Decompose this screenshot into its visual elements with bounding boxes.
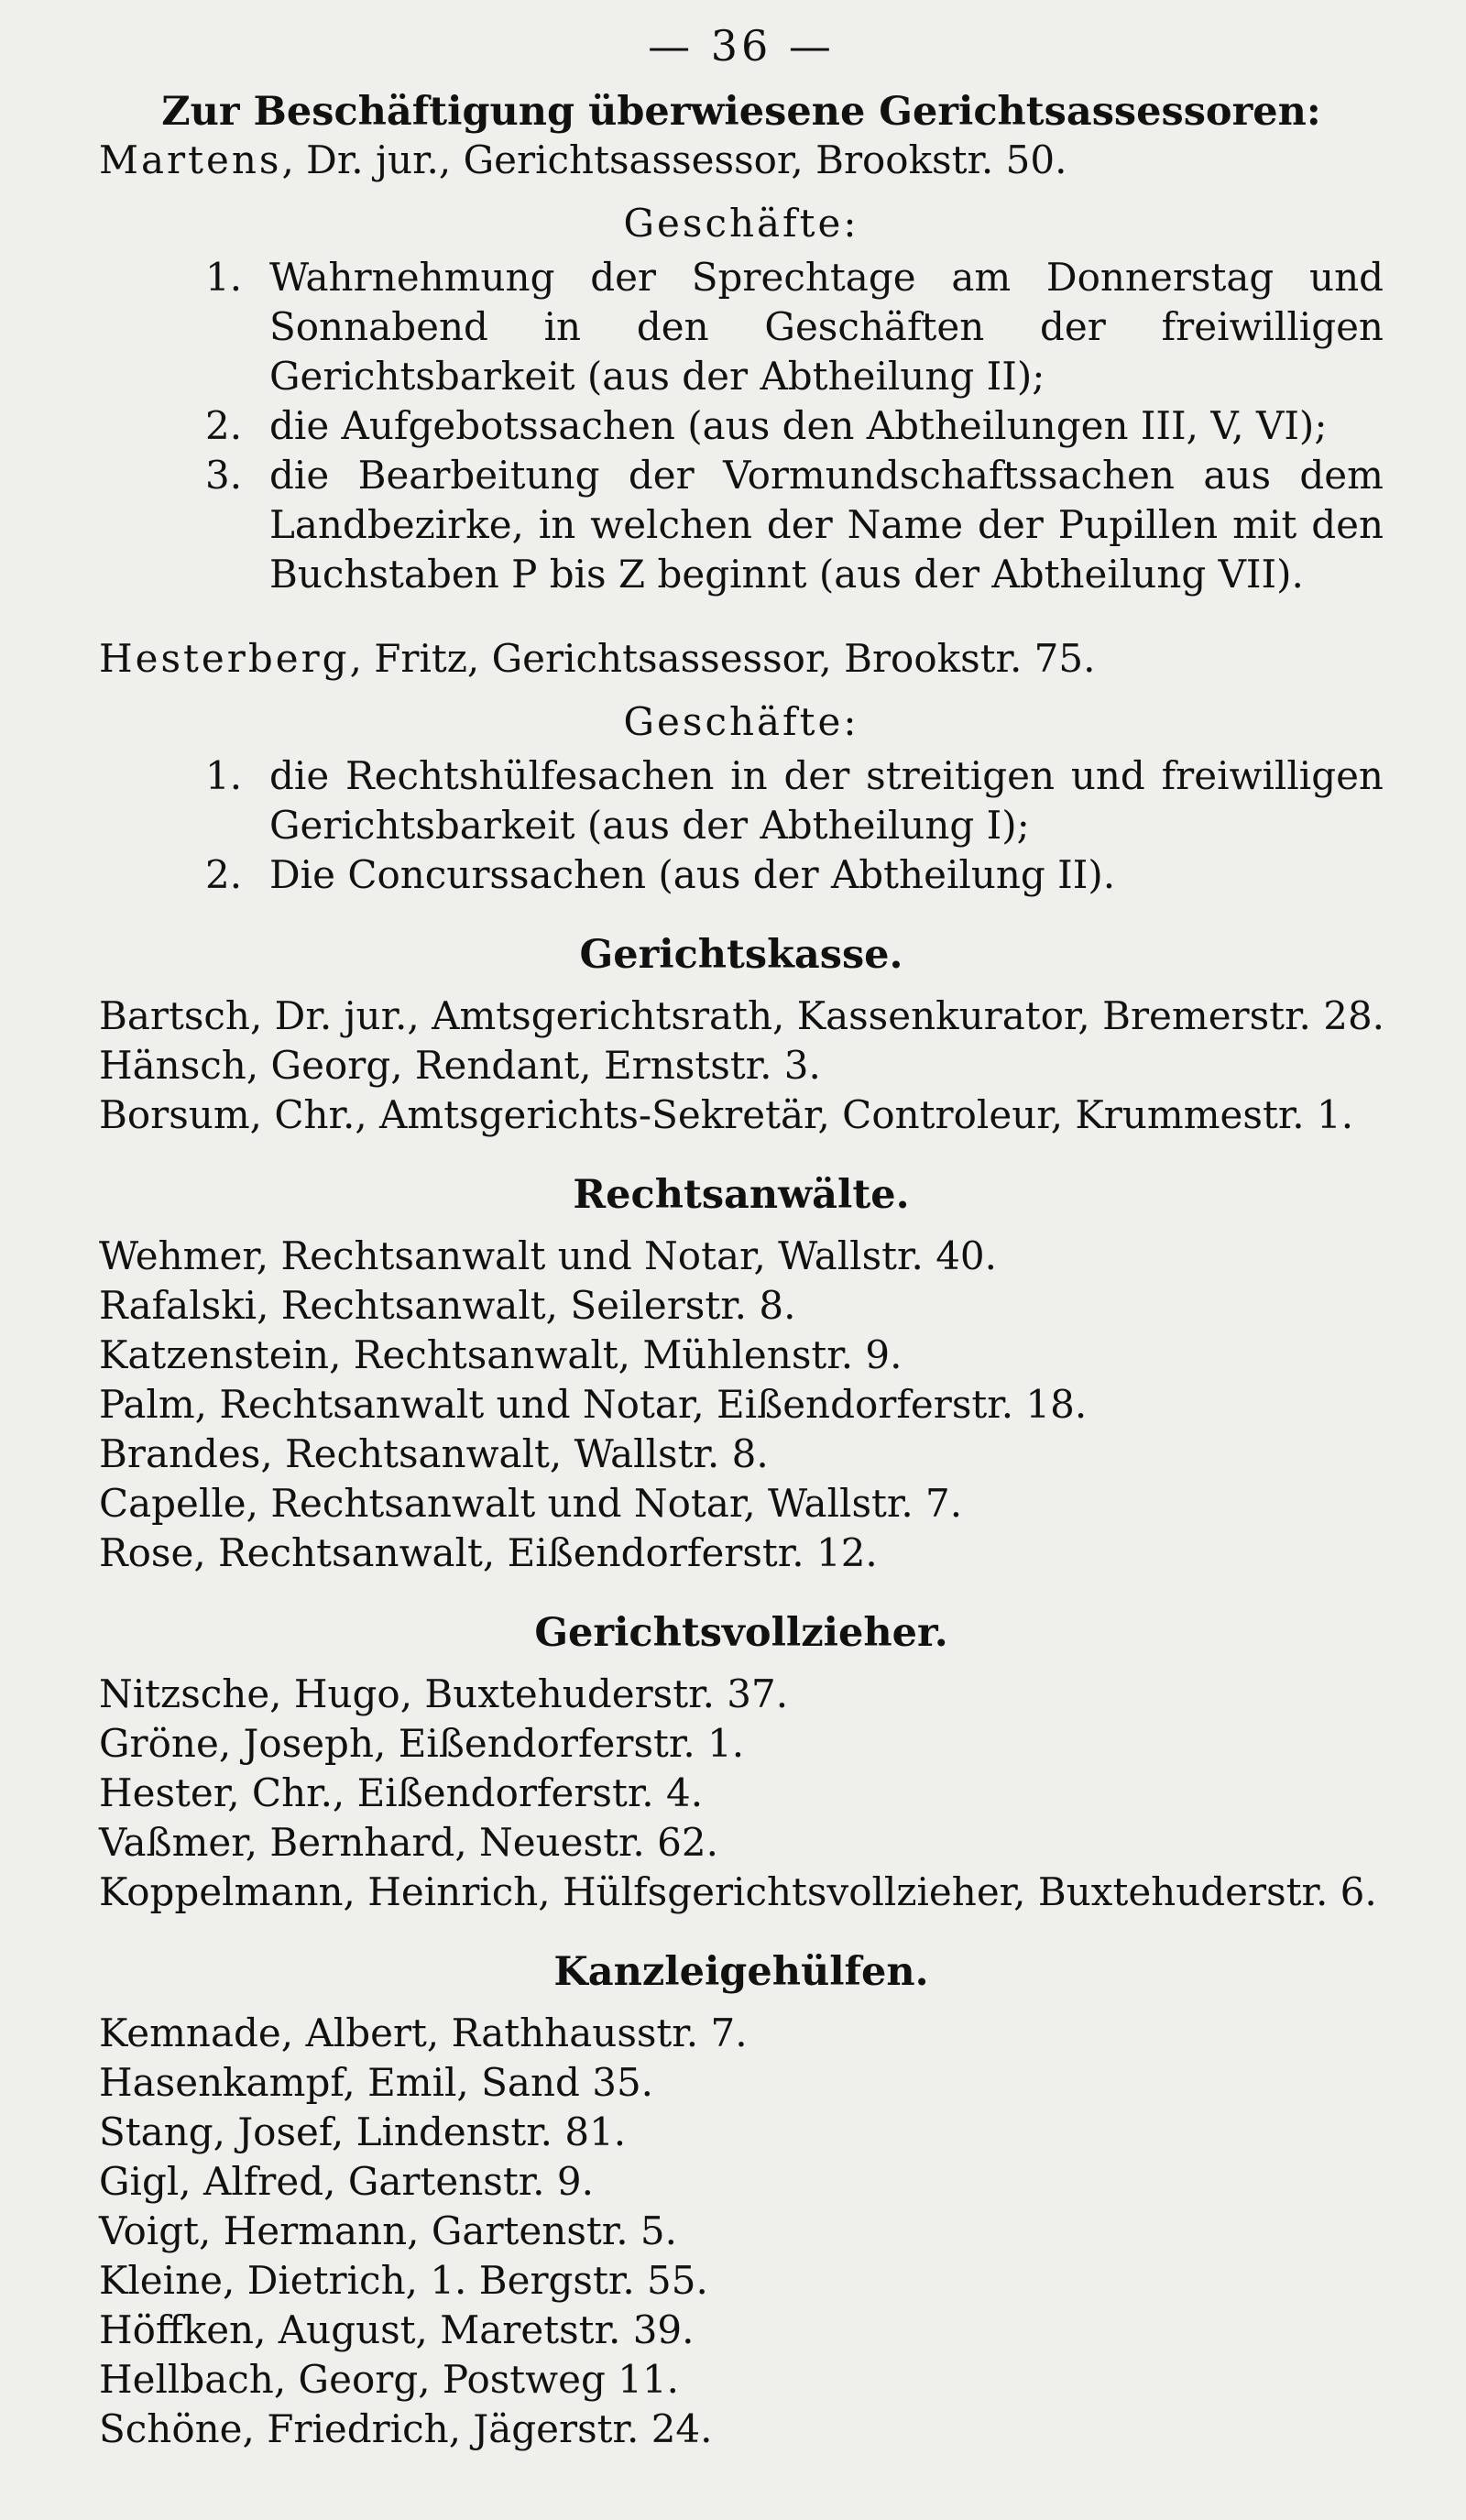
assessor-details: , Dr. jur., Gerichtsassessor, Brookstr. 50.	[281, 137, 1067, 182]
duty-text: die Aufgebotssachen (aus den Abtheilungen III, V, VI);	[269, 403, 1328, 448]
section-heading-gerichtskasse: Gerichtskasse.	[579, 932, 903, 978]
list-item: Schöne, Friedrich, Jägerstr. 24.	[99, 2406, 713, 2451]
list-item: Rafalski, Rechtsanwalt, Seilerstr. 8.	[99, 1283, 796, 1328]
list-item: Gröne, Joseph, Eißendorferstr. 1.	[99, 1721, 745, 1766]
duty-item	[99, 253, 1384, 401]
list-item: Stang, Josef, Lindenstr. 81.	[99, 2109, 627, 2154]
assessor-name: Hesterberg	[99, 636, 350, 681]
duty-number: 2.	[205, 852, 243, 897]
duty-number: 1.	[205, 753, 243, 798]
assessor-name: Martens	[99, 137, 282, 182]
duty-text: die Rechtshülfesachen in der streitigen und freiwilligen Gerichtsbarkeit (aus der Abtheilung I);	[269, 753, 1384, 848]
page-number: — 36 —	[648, 21, 835, 71]
list-item: Wehmer, Rechtsanwalt und Notar, Wallstr. 40.	[99, 1233, 997, 1278]
list-item: Voigt, Hermann, Gartenstr. 5.	[99, 2208, 678, 2253]
assessor-details: , Fritz, Gerichtsassessor, Brookstr. 75.	[349, 636, 1096, 681]
duties-heading: Geschäfte:	[623, 699, 859, 744]
duty-item	[99, 850, 1384, 900]
section-heading-gerichtsvollzieher: Gerichtsvollzieher.	[534, 1610, 948, 1656]
list-item: Nitzsche, Hugo, Buxtehuderstr. 37.	[99, 1671, 789, 1716]
duty-number: 1.	[205, 255, 243, 300]
list-item: Koppelmann, Heinrich, Hülfsgerichtsvollzieher, Buxtehuderstr. 6.	[99, 1869, 1377, 1914]
list-item: Capelle, Rechtsanwalt und Notar, Wallstr. 7.	[99, 1481, 963, 1526]
list-item: Gigl, Alfred, Gartenstr. 9.	[99, 2159, 594, 2204]
duty-text: Die Concurssachen (aus der Abtheilung II).	[269, 852, 1116, 897]
list-item: Kleine, Dietrich, 1. Bergstr. 55.	[99, 2258, 708, 2303]
list-item: Bartsch, Dr. jur., Amtsgerichtsrath, Kassenkurator, Bremerstr. 28.	[99, 993, 1385, 1038]
duty-number: 2.	[205, 403, 243, 448]
assessors-heading: Zur Beschäftigung überwiesene Gerichtsassessoren:	[161, 89, 1321, 135]
list-item: Höffken, August, Maretstr. 39.	[99, 2307, 695, 2352]
list-item: Vaßmer, Bernhard, Neuestr. 62.	[99, 1820, 718, 1865]
list-item: Hester, Chr., Eißendorferstr. 4.	[99, 1770, 704, 1815]
duties-list	[99, 253, 1384, 599]
list-item: Brandes, Rechtsanwalt, Wallstr. 8.	[99, 1431, 769, 1476]
duty-item	[99, 401, 1384, 451]
duty-text: Wahrnehmung der Sprechtage am Donnerstag und Sonnabend in den Geschäften der freiwilligen Gerichtsbarkeit (aus der Abtheilung II);	[269, 255, 1384, 399]
duty-item	[99, 751, 1384, 850]
list-item: Hellbach, Georg, Postweg 11.	[99, 2357, 680, 2402]
section-heading-rechtsanwaelte: Rechtsanwälte.	[573, 1172, 910, 1218]
duties-heading: Geschäfte:	[623, 201, 859, 246]
list-item: Hasenkampf, Emil, Sand 35.	[99, 2060, 654, 2105]
duty-number: 3.	[205, 453, 243, 498]
list-item: Hänsch, Georg, Rendant, Ernststr. 3.	[99, 1043, 821, 1088]
assessor-entry	[99, 634, 1384, 684]
duty-item	[99, 451, 1384, 599]
assessor-entry	[99, 136, 1384, 185]
list-item: Kemnade, Albert, Rathhausstr. 7.	[99, 2011, 748, 2055]
duty-text: die Bearbeitung der Vormundschaftssachen aus dem Landbezirke, in welchen der Name der Pupillen mit den Buchstaben P bis Z beginnt (aus der Abtheilung VII).	[269, 453, 1384, 597]
list-item: Katzenstein, Rechtsanwalt, Mühlenstr. 9.	[99, 1332, 903, 1377]
section-heading-kanzleigehuelfen: Kanzleigehülfen.	[553, 1949, 929, 1995]
list-item: Palm, Rechtsanwalt und Notar, Eißendorferstr. 18.	[99, 1382, 1088, 1427]
list-item: Rose, Rechtsanwalt, Eißendorferstr. 12.	[99, 1530, 878, 1575]
duties-list	[99, 751, 1384, 900]
list-item: Borsum, Chr., Amtsgerichts-Sekretär, Controleur, Krummestr. 1.	[99, 1092, 1354, 1137]
